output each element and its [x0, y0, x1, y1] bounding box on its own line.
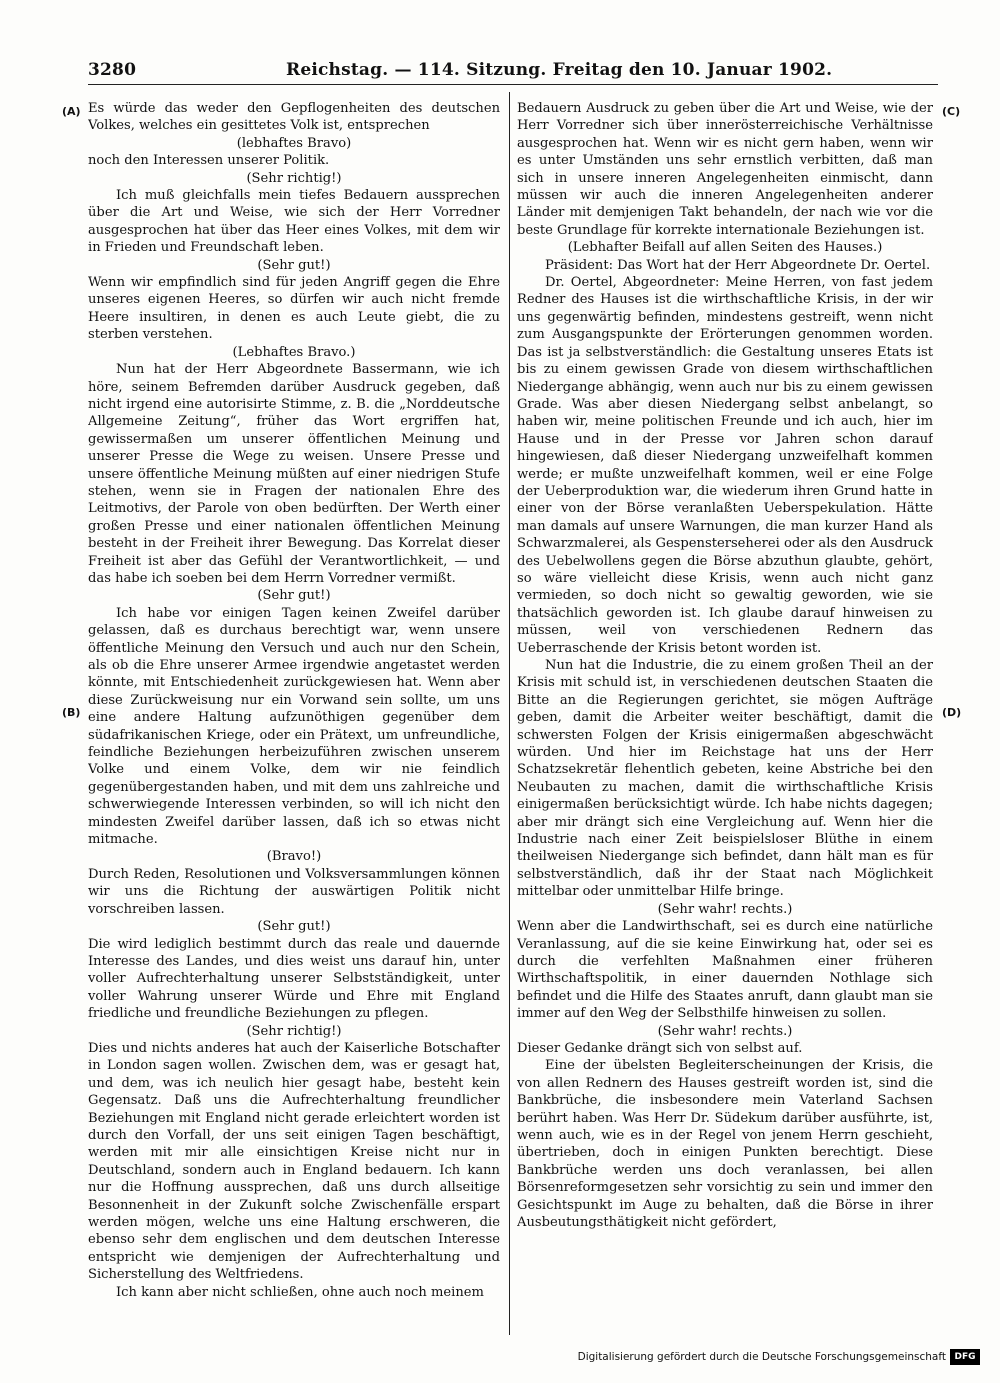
interjection: (Sehr gut!) [257, 919, 331, 935]
paragraph: Dr. Oertel, Abgeordneter: Meine Herren, von fast jedem Redner des Hauses ist die wirthschaftliche Krisis, in der wir uns gegenwärtig befinden, mindestens gestreift, wenn nicht zum Ausgangspunkte der Erörterungen genommen worden. Das ist ja selbstverständlich: die Gestaltung unseres Etats ist bis zu einem gewissen Grade von diesem wirthschaftlichen Niedergange abhängig, wenn auch nur bis zu einem gewissen Grade. Was aber diesen Niedergang selbst anbelangt, so haben wir, meine politischen Freunde und ich auch, hier im Hause und in der Presse vor Jahren schon darauf hingewiesen, daß dieser Niedergang unzweifelhaft kommen werde; er mußte unzweifelhaft kommen, weil er eine Folge der Ueberproduktion war, die wiederum ihren Grund hatte in einer von der Börse veranlaßten Ueberspekulation. Hätte man damals auf unsere Warnungen, die man kurzer Hand als Schwarzmalerei, als Gespensterseherei oder als den Ausdruck des Uebelwollens gegen die Börse abzuthun glaubte, gehört, so wäre vielleicht diese Krisis, wenn auch nicht ganz vermieden, so doch nicht so gewaltig geworden, wie sie thatsächlich geworden ist. Ich glaube darauf hinweisen zu müssen, weil von verschiedenen Rednern das Ueberraschende der Krisis betont worden ist. [517, 275, 933, 656]
paragraph: Durch Reden, Resolutionen und Volksversammlungen können wir uns die Richtung der auswärtigen Politik nicht vorschreiben lassen. [88, 866, 500, 917]
paragraph: Ich kann aber nicht schließen, ohne auch noch meinem [116, 1284, 484, 1300]
paragraph: Präsident: Das Wort hat der Herr Abgeordnete Dr. Oertel. [545, 257, 931, 273]
paragraph: Wenn aber die Landwirthschaft, sei es durch eine natürliche Veranlassung, auf die sie keine Einwirkung hat, oder sei es durch die verfehlten Maßnahmen einer früheren Wirthschaftspolitik, in einer dauernden Nothlage sich befindet und die Hilfe des Staates anruft, dann glaubt man sie immer auf den Weg der Selbsthilfe hinweisen zu sollen. [517, 919, 933, 1022]
page-number: 3280 [88, 60, 137, 80]
paragraph: Nun hat der Herr Abgeordnete Bassermann, wie ich höre, seinem Befremden darüber Ausdruck gegeben, daß nicht irgend eine autorisirte Stimme, z. B. die „Norddeutsche Allgemeine Zeitung“, früher das Wort ergriffen hat, gewissermaßen um unserer öffentlichen Meinung und unserer Presse die Wege zu weisen. Unsere Presse und unsere öffentliche Meinung müßten auf einer niedrigen Stufe stehen, wenn sie in Fragen der nationalen Ehre des Leitmotivs, der Parole von oben bedürften. Der Werth einer großen Presse und einer nationalen öffentlichen Meinung besteht in der Freiheit ihrer Bewegung. Das Korrelat dieser Freiheit ist aber das Gefühl der Verantwortlichkeit, — und das habe ich soeben bei dem Herrn Vorredner vermißt. [88, 362, 500, 586]
footer [577, 1349, 980, 1367]
paragraph: Es würde das weder den Gepflogenheiten des deutschen Volkes, welches ein gesittetes Volk ist, entsprechen [88, 101, 500, 134]
paragraph: Dieser Gedanke drängt sich von selbst auf. [517, 1040, 803, 1056]
interjection: (Sehr gut!) [257, 588, 331, 604]
column-divider [509, 92, 510, 1335]
interjection: (Bravo!) [266, 849, 322, 865]
interjection: (Sehr richtig!) [246, 170, 342, 186]
interjection: (Sehr wahr! rechts.) [657, 901, 793, 917]
paragraph: Dies und nichts anderes hat auch der Kaiserliche Botschafter in London sagen wollen. Zwischen dem, was er gesagt hat, und dem, was ich neulich hier gesagt habe, besteht kein Gegensatz. Daß uns die Aufrechterhaltung freundlicher Beziehungen mit England nicht gerade erleichtert worden ist durch den Vorfall, der uns seit einigen Tagen beschäftigt, werden mit mir alle einsichtigen Kreise nicht nur in Deutschland, sondern auch in England bedauern. Ich kann nur die Hoffnung aussprechen, daß uns durch allseitige Besonnenheit in der Zukunft solche Zwischenfälle erspart werden mögen, welche uns eine Haltung erschweren, die ebenso sehr dem englischen und dem deutschen Interesse entspricht wie demjenigen der Aufrechterhaltung und Sicherstellung des Weltfriedens. [88, 1040, 500, 1283]
margin-marker-a: (A) [62, 105, 81, 118]
paragraph: Ich habe vor einigen Tagen keinen Zweifel darüber gelassen, daß es durchaus berechtigt war, wenn unsere öffentliche Meinung den Versuch und auch nur den Schein, als ob die Ehre unserer Armee irgendwie angetastet werden könnte, mit Entschiedenheit zurückgewiesen hat. Wenn aber diese Zurückweisung nur ein Vorwand sein sollte, um uns eine andere Haltung aufzunöthigen gegenüber dem südafrikanischen Kriege, oder ein Prätext, um unfreundliche, feindliche Beziehungen herbeizuführen zwischen unserem Volke und einem Volke, dem wir nie feindlich gegenübergestanden haben, und mit dem uns zahlreiche und schwerwiegende Interessen verbinden, so will ich nicht den mindesten Zweifel darüber lassen, daß ich so etwas nicht mitmache. [88, 605, 500, 848]
paragraph: Eine der übelsten Begleiterscheinungen der Krisis, die von allen Rednern des Hauses gestreift worden ist, sind die Bankbrüche, die insbesondere mein Vaterland Sachsen berührt haben. Was Herr Dr. Südekum darüber ausführte, ist, wenn auch, wie es in der Regel von jenem Herrn geschieht, übertrieben, doch in einigen Punkten berechtigt. Diese Bankbrüche werden uns doch veranlassen, bei allen Börsenreformgesetzen sehr vorsichtig zu sein und immer den Gesichtspunkt im Auge zu behalten, daß die Börse in ihrer Ausbeutungsthätigkeit nicht gefördert, [517, 1058, 933, 1230]
interjection: (Lebhafter Beifall auf allen Seiten des Hauses.) [567, 240, 883, 256]
interjection: (lebhaftes Bravo) [236, 135, 352, 151]
margin-marker-b: (B) [62, 706, 81, 719]
interjection: (Lebhaftes Bravo.) [232, 344, 356, 360]
paragraph: Ich muß gleichfalls mein tiefes Bedauern aussprechen über die Art und Weise, wie sich der Herr Vorredner ausgesprochen hat über das Heer eines Volkes, mit dem wir in Frieden und Freundschaft leben. [88, 188, 500, 256]
left-column [88, 100, 500, 1365]
paragraph: Bedauern Ausdruck zu geben über die Art und Weise, wie der Herr Vorredner sich über innerösterreichische Verhältnisse ausgesprochen hat. Wenn wir es nicht gern haben, wenn wir es unter Umständen uns sehr ernstlich verbitten, daß man sich in unsere inneren Angelegenheiten einmischt, dann müssen wir auch die inneren Angelegenheiten anderer Länder mit demjenigen Takt behandeln, der nach wie vor die beste Grundlage für korrekte internationale Beziehungen ist. [517, 101, 933, 238]
interjection: (Sehr gut!) [257, 257, 331, 273]
interjection: (Sehr wahr! rechts.) [657, 1023, 793, 1039]
footer-credit: Digitalisierung gefördert durch die Deutsche Forschungsgemeinschaft [577, 1351, 946, 1363]
margin-marker-c: (C) [942, 105, 961, 118]
paragraph: Die wird lediglich bestimmt durch das reale und dauernde Interesse des Landes, und dies weist uns darauf hin, unter voller Aufrechterhaltung unserer Selbstständigkeit, unter voller Wahrung unserer Würde und Ehre mit England friedliche und freundliche Beziehungen zu pflegen. [88, 936, 500, 1022]
paragraph: Wenn wir empfindlich sind für jeden Angriff gegen die Ehre unseres eigenen Heeres, so dürfen wir auch nicht fremde Heere insultiren, in denen es auch Leute giebt, die zu sterben verstehen. [88, 275, 500, 343]
margin-marker-d: (D) [942, 706, 962, 719]
dfg-logo: DFG [950, 1349, 980, 1365]
paragraph: Nun hat die Industrie, die zu einem großen Theil an der Krisis mit schuld ist, in verschiedenen deutschen Staaten die Bitte an die Regierungen gerichtet, sie mögen Aufträge geben, damit die Arbeiter weiter beschäftigt, damit die schwersten Folgen der Krisis einigermaßen abgeschwächt würden. Und hier im Reichstage hat uns der Herr Schatzsekretär flehentlich gebeten, keine Abstriche bei den Neubauten zu machen, damit die wirthschaftliche Krisis einigermaßen berücksichtigt würde. Ich habe nichts dagegen; aber mir drängt sich eine Vergleichung auf. Wenn hier die Industrie nach einer Zeit beispielsloser Blüthe in einem theilweisen Niedergange sich befindet, dann hält man es für selbstverständlich, daß ihr der Staat nach Möglichkeit mittelbar oder unmittelbar Hilfe bringe. [517, 658, 933, 900]
interjection: (Sehr richtig!) [246, 1023, 342, 1039]
page-header [88, 52, 938, 82]
right-column [517, 100, 933, 1365]
header-rule [88, 84, 938, 85]
paragraph: noch den Interessen unserer Politik. [88, 153, 330, 169]
running-title: Reichstag. — 114. Sitzung. Freitag den 10. Januar 1902. [286, 60, 833, 80]
